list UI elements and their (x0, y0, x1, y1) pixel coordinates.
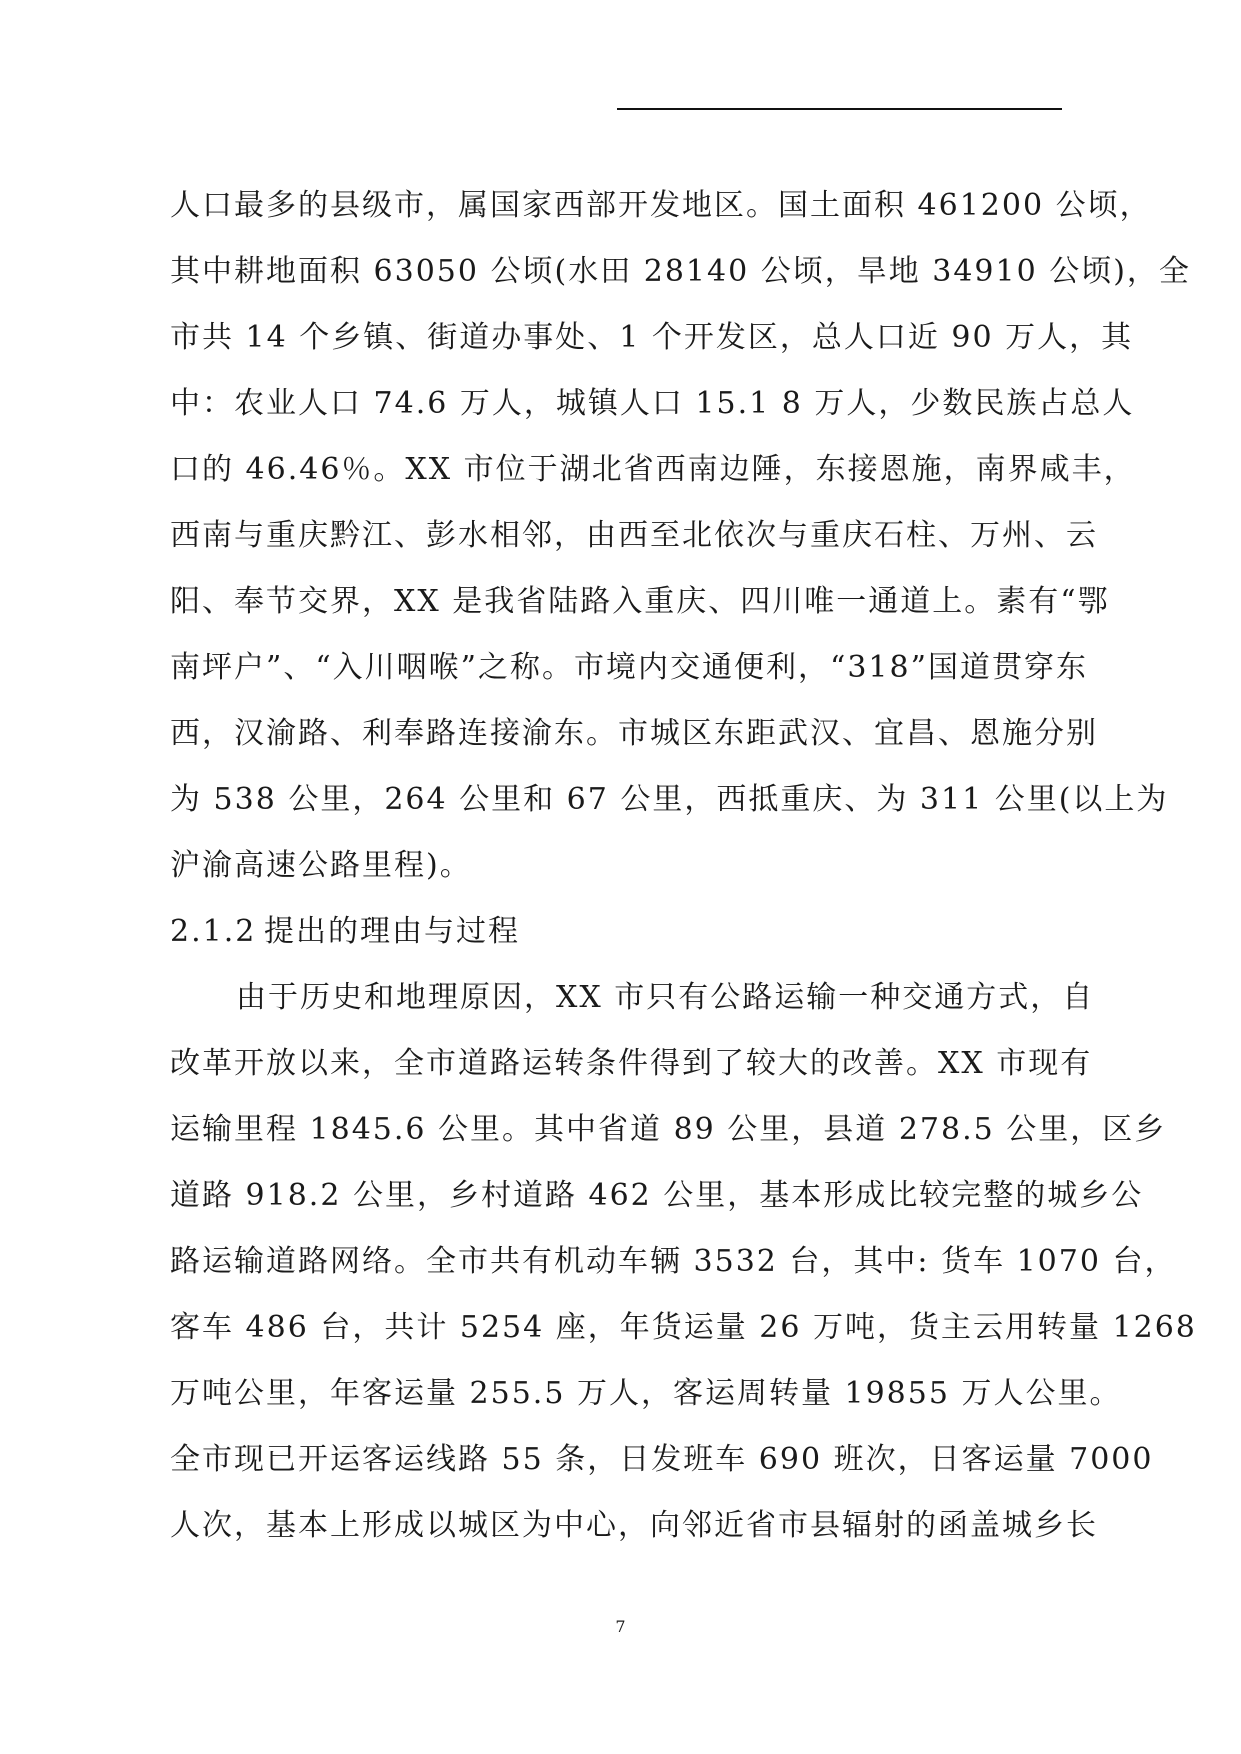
text-line: 西，汉渝路、利奉路连接渝东。市城区东距武汉、宜昌、恩施分别 (170, 716, 1098, 751)
text-line: 南坪户”、“入川咽喉”之称。市境内交通便利，“318”国道贯穿东 (170, 650, 1088, 685)
text-line: 路运输道路网络。全市共有机动车辆 3532 台，其中: 货车 1070 台， (170, 1244, 1177, 1279)
text-line: 沪渝高速公路里程)。 (170, 848, 472, 883)
section-title: 提出的理由与过程 (264, 914, 520, 949)
text-line: 人次，基本上形成以城区为中心，向邻近省市县辐射的函盖城乡长 (170, 1508, 1098, 1543)
text-line: 万吨公里，年客运量 255.5 万人，客运周转量 19855 万人公里。 (170, 1376, 1122, 1411)
section-number: 2.1.2 (170, 914, 257, 949)
text-line: 其中耕地面积 63050 公顷(水田 28140 公顷，旱地 34910 公顷)，全 (170, 254, 1191, 289)
text-line: 西南与重庆黔江、彭水相邻，由西至北依次与重庆石柱、万州、云 (170, 518, 1098, 553)
text-line: 为 538 公里，264 公里和 67 公里，西抵重庆、为 311 公里(以上为 (170, 782, 1169, 817)
text-line: 改革开放以来，全市道路运转条件得到了较大的改善。XX 市现有 (170, 1046, 1093, 1081)
text-line: 运输里程 1845.6 公里。其中省道 89 公里，县道 278.5 公里，区乡 (170, 1112, 1167, 1147)
text-line: 道路 918.2 公里，乡村道路 462 公里，基本形成比较完整的城乡公 (170, 1178, 1144, 1213)
text-line: 全市现已开运客运线路 55 条，日发班车 690 班次，日客运量 7000 (170, 1442, 1154, 1477)
text-line: 客车 486 台，共计 5254 座，年货运量 26 万吨，货主云用转量 1268 (170, 1310, 1197, 1345)
section-heading (170, 899, 1070, 965)
page-number: 7 (615, 1617, 626, 1636)
header-rule (617, 108, 1062, 110)
text-line: 口的 46.46％。XX 市位于湖北省西南边陲，东接恩施，南界咸丰， (170, 452, 1136, 487)
text-line: 中：农业人口 74.6 万人，城镇人口 15.1 8 万人，少数民族占总人 (170, 386, 1135, 421)
text-line: 市共 14 个乡镇、街道办事处、1 个开发区，总人口近 90 万人，其 (170, 320, 1134, 355)
page-body (170, 173, 1197, 1559)
text-line: 阳、奉节交界，XX 是我省陆路入重庆、四川唯一通道上。素有“鄂 (170, 584, 1110, 619)
text-line: 由于历史和地理原因，XX 市只有公路运输一种交通方式，自 (236, 980, 1095, 1015)
paragraph-geography (170, 173, 1191, 899)
text-line: 人口最多的县级市，属国家西部开发地区。国土面积 461200 公顷， (170, 188, 1152, 223)
paragraph-transport (170, 965, 1197, 1559)
